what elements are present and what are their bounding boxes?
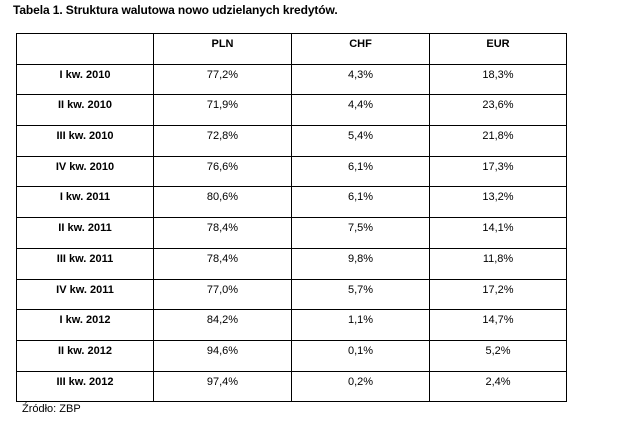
cell-chf: 7,5% xyxy=(292,218,430,249)
cell-chf: 4,4% xyxy=(292,95,430,126)
table-row xyxy=(17,64,567,95)
cell-period: I kw. 2010 xyxy=(17,64,154,95)
cell-pln: 94,6% xyxy=(154,340,292,371)
cell-period: III kw. 2012 xyxy=(17,371,154,402)
cell-chf: 4,3% xyxy=(292,64,430,95)
table-caption: Tabela 1. Struktura walutowa nowo udzielanych kredytów. xyxy=(13,3,338,17)
cell-pln: 72,8% xyxy=(154,126,292,157)
table-row xyxy=(17,371,567,402)
cell-period: IV kw. 2010 xyxy=(17,156,154,187)
cell-period: II kw. 2010 xyxy=(17,95,154,126)
cell-eur: 5,2% xyxy=(430,340,567,371)
cell-period: II kw. 2011 xyxy=(17,218,154,249)
cell-eur: 13,2% xyxy=(430,187,567,218)
cell-pln: 77,0% xyxy=(154,279,292,310)
header-empty xyxy=(17,34,154,65)
cell-period: II kw. 2012 xyxy=(17,340,154,371)
table-row xyxy=(17,126,567,157)
cell-pln: 78,4% xyxy=(154,218,292,249)
cell-eur: 18,3% xyxy=(430,64,567,95)
cell-eur: 14,7% xyxy=(430,310,567,341)
cell-chf: 0,2% xyxy=(292,371,430,402)
cell-pln: 78,4% xyxy=(154,248,292,279)
cell-chf: 1,1% xyxy=(292,310,430,341)
cell-chf: 5,7% xyxy=(292,279,430,310)
cell-eur: 17,2% xyxy=(430,279,567,310)
table-row xyxy=(17,248,567,279)
table-row xyxy=(17,340,567,371)
cell-eur: 14,1% xyxy=(430,218,567,249)
table-header-row xyxy=(17,34,567,65)
cell-pln: 97,4% xyxy=(154,371,292,402)
table-row xyxy=(17,187,567,218)
table-row xyxy=(17,95,567,126)
cell-chf: 9,8% xyxy=(292,248,430,279)
cell-chf: 6,1% xyxy=(292,187,430,218)
cell-eur: 23,6% xyxy=(430,95,567,126)
table-row xyxy=(17,218,567,249)
cell-eur: 21,8% xyxy=(430,126,567,157)
cell-pln: 80,6% xyxy=(154,187,292,218)
cell-period: III kw. 2011 xyxy=(17,248,154,279)
cell-period: I kw. 2012 xyxy=(17,310,154,341)
cell-chf: 5,4% xyxy=(292,126,430,157)
cell-eur: 17,3% xyxy=(430,156,567,187)
cell-period: I kw. 2011 xyxy=(17,187,154,218)
source-note: Źródło: ZBP xyxy=(22,403,81,415)
table-row xyxy=(17,279,567,310)
table-row xyxy=(17,310,567,341)
cell-pln: 76,6% xyxy=(154,156,292,187)
table-row xyxy=(17,156,567,187)
header-eur: EUR xyxy=(430,34,567,65)
cell-period: IV kw. 2011 xyxy=(17,279,154,310)
currency-structure-table xyxy=(16,33,567,402)
cell-pln: 84,2% xyxy=(154,310,292,341)
cell-period: III kw. 2010 xyxy=(17,126,154,157)
header-chf: CHF xyxy=(292,34,430,65)
cell-pln: 77,2% xyxy=(154,64,292,95)
cell-chf: 0,1% xyxy=(292,340,430,371)
cell-eur: 11,8% xyxy=(430,248,567,279)
header-pln: PLN xyxy=(154,34,292,65)
cell-pln: 71,9% xyxy=(154,95,292,126)
table-body xyxy=(17,64,567,402)
cell-eur: 2,4% xyxy=(430,371,567,402)
cell-chf: 6,1% xyxy=(292,156,430,187)
